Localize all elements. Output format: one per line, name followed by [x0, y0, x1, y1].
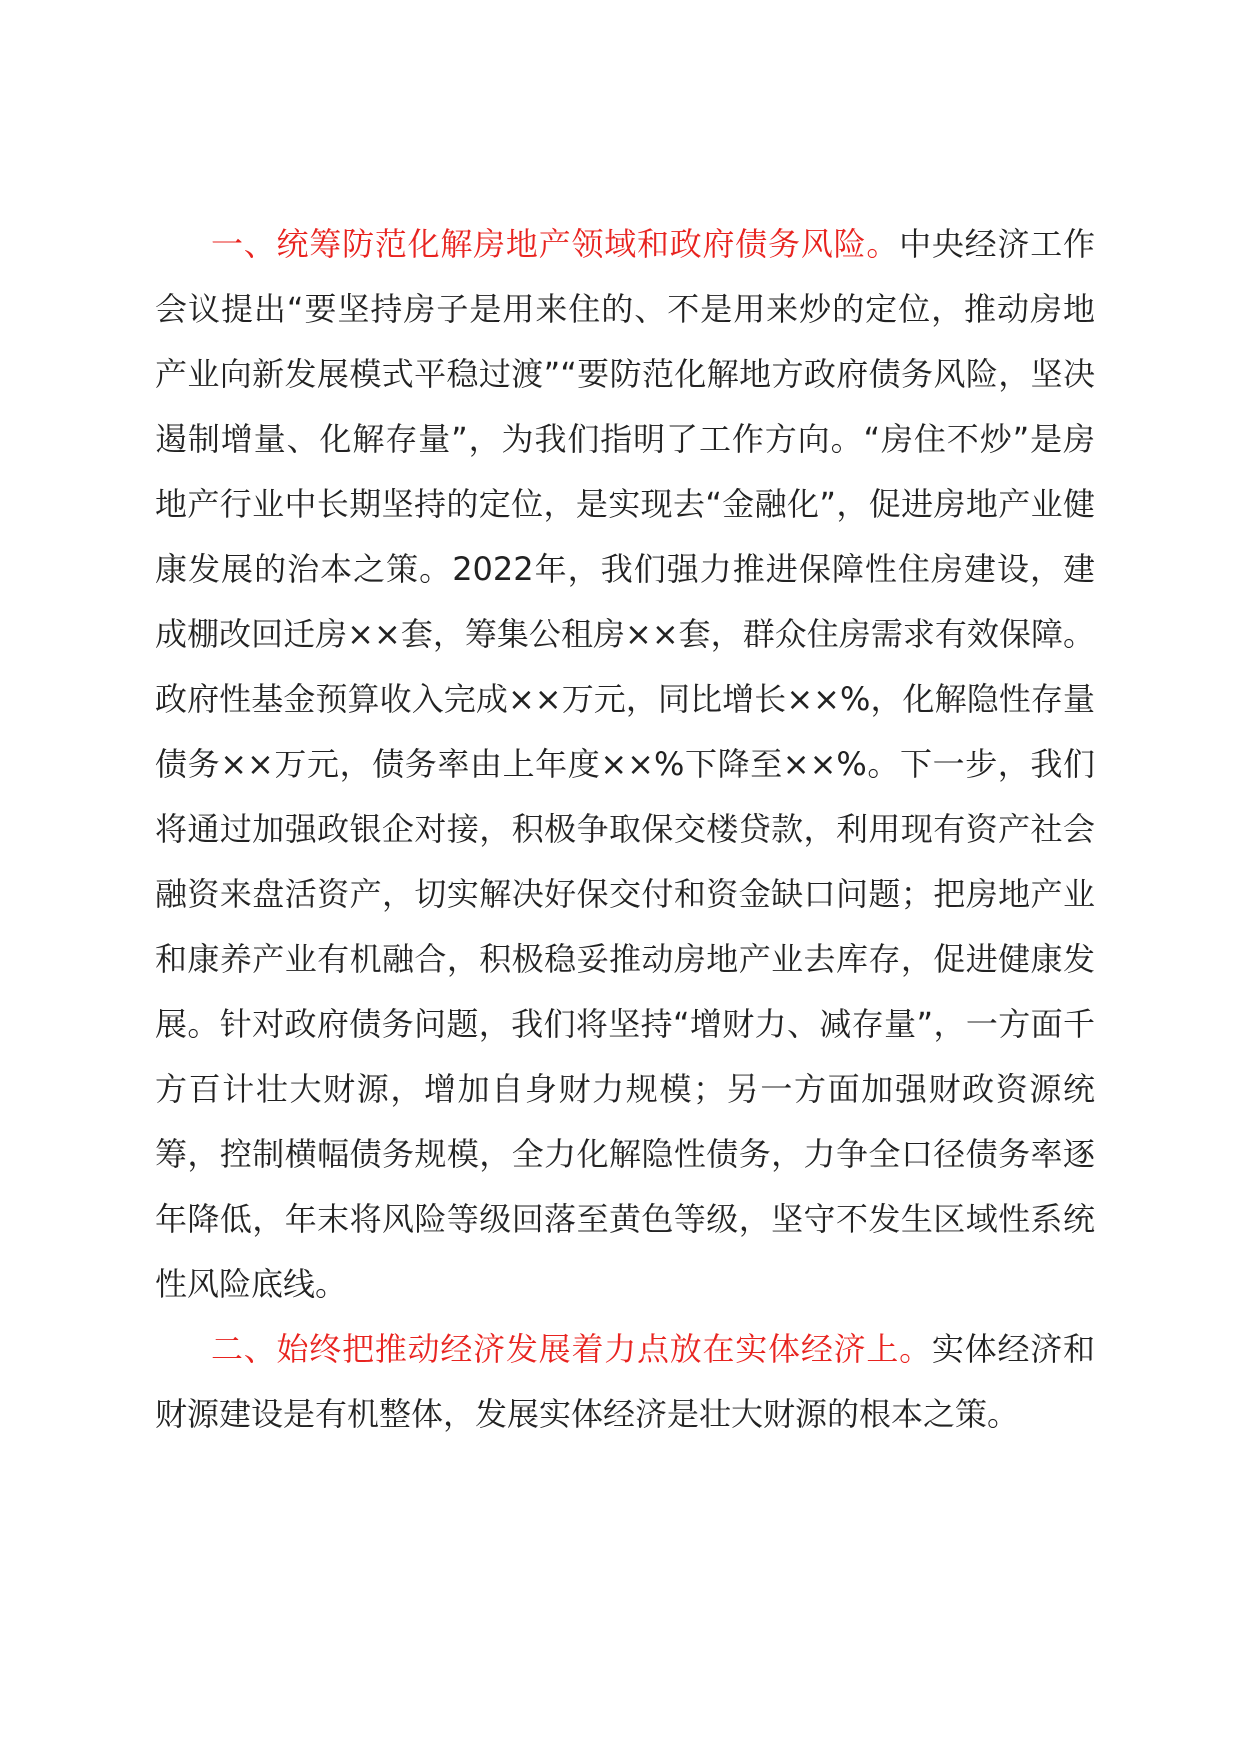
paragraph-1-text: 中央经济工作会议提出“要坚持房子是用来住的、不是用来炒的定位，推动房地产业向新发展模式平稳过渡”“要防范化解地方政府债务风险，坚决遏制增量、化解存量”，为我们指明了工作方向。“房住不炒”是房地产行业中长期坚持的定位，是实现去“金融化”，促进房地产业健康发展的治本之策。2022年，我们强力推进保障性住房建设，建成棚改回迁房××套，筹集公租房××套，群众住房需求有效保障。政府性基金预算收入完成××万元，同比增长××%，化解隐性存量债务××万元，债务率由上年度××%下降至××%。下一步，我们将通过加强政银企对接，积极争取保交楼贷款，利用现有资产社会融资来盘活资产，切实解决好保交付和资金缺口问题；把房地产业和康养产业有机融合，积极稳妥推动房地产业去库存，促进健康发展。针对政府债务问题，我们将坚持“增财力、减存量”，一方面千方百计壮大财源，增加自身财力规模；另一方面加强财政资源统筹，控制横幅债务规模，全力化解隐性债务，力争全口径债务率逐年降低，年末将风险等级回落至黄色等级，坚守不发生区域性系统性风险底线。 [155, 225, 1095, 1303]
section-heading-2: 二、始终把推动经济发展着力点放在实体经济上。 [211, 1330, 932, 1368]
section-heading-1: 一、统筹防范化解房地产领域和政府债务风险。 [211, 225, 900, 263]
paragraph-2-text: 实体经济和财源建设是有机整体，发展实体经济是壮大财源的根本之策。 [155, 1330, 1095, 1433]
document-body [155, 212, 1095, 1447]
paragraph-2 [155, 1317, 1095, 1447]
paragraph-1 [155, 212, 1095, 1317]
